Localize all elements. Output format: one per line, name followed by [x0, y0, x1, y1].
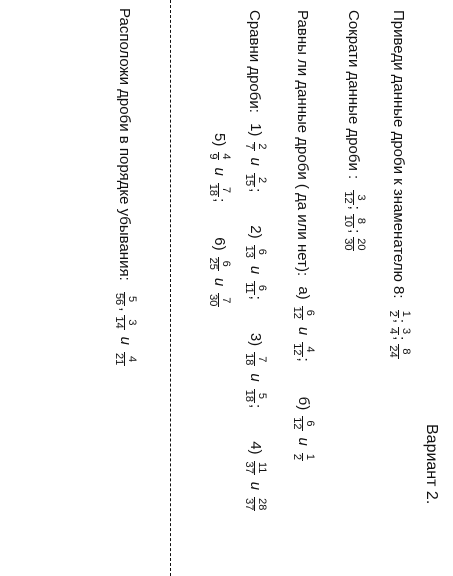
separator: ;	[246, 188, 264, 193]
task-5-fractions	[113, 285, 137, 367]
fraction	[243, 389, 267, 403]
denominator: 13	[243, 245, 256, 258]
task-2-text: Сократи данные дроби :	[345, 10, 363, 180]
item-label: 2)	[246, 225, 264, 239]
fraction	[342, 214, 366, 228]
comparison-item	[207, 237, 231, 308]
denominator: 12	[291, 343, 304, 356]
conjunction: и	[246, 157, 264, 166]
comparison-item	[291, 286, 315, 364]
numerator: 4	[304, 346, 316, 353]
fraction	[387, 310, 411, 318]
item-label: 4)	[246, 441, 264, 455]
numerator: 28	[256, 498, 268, 511]
numerator: 6	[304, 420, 316, 427]
denominator: 56	[113, 292, 126, 306]
task-5	[113, 8, 137, 367]
denominator: 30	[342, 238, 355, 251]
item-label: б)	[294, 396, 312, 411]
numerator: 6	[256, 248, 268, 255]
numerator: 7	[220, 297, 232, 304]
fraction	[291, 306, 315, 320]
numerator: 4	[126, 356, 138, 363]
numerator: 1	[400, 310, 412, 317]
task-1-fractions	[387, 303, 411, 360]
conjunction: и	[210, 167, 228, 176]
numerator: 5	[126, 296, 138, 303]
numerator: 5	[256, 392, 268, 399]
conjunction: и	[246, 481, 264, 491]
numerator: 3	[126, 319, 138, 326]
fraction	[243, 173, 267, 187]
task-4-text: Сравни дроби:	[246, 10, 264, 113]
numerator: 2	[256, 143, 268, 150]
task-4-row-2	[207, 133, 231, 308]
separator: ;	[246, 295, 264, 300]
separator: ;	[390, 318, 408, 324]
numerator: 7	[220, 186, 232, 193]
numerator: 3	[400, 328, 412, 335]
numerator: 8	[400, 348, 412, 355]
denominator: 12	[291, 417, 304, 430]
task-2	[342, 10, 366, 252]
denominator: 15	[243, 173, 256, 187]
denominator: 37	[243, 498, 256, 511]
numerator: 6	[256, 284, 268, 291]
variant-title: Вариант 2.	[423, 424, 440, 505]
fraction	[243, 497, 267, 511]
conjunction: и	[116, 336, 134, 345]
fraction	[291, 342, 315, 356]
numerator: 2	[256, 176, 268, 184]
task-2-fractions	[342, 183, 366, 252]
numerator: 4	[220, 153, 232, 160]
fraction	[387, 327, 411, 335]
fraction	[291, 416, 315, 430]
comparison-item	[207, 133, 231, 205]
fraction	[207, 257, 231, 271]
fraction	[243, 461, 267, 475]
task-3-text: Равны ли данные дроби ( да или нет):	[294, 10, 312, 277]
fraction	[113, 352, 137, 366]
comparison-item	[291, 397, 315, 462]
denominator: 11	[243, 282, 256, 294]
separator: ;	[390, 336, 408, 341]
conjunction: и	[210, 277, 228, 287]
denominator: 18	[243, 353, 256, 366]
comparison-item	[243, 123, 267, 195]
fraction	[207, 293, 231, 307]
numerator: 6	[304, 309, 316, 316]
separator: ;	[345, 229, 363, 234]
denominator: 37	[243, 461, 256, 474]
item-label: 1)	[246, 123, 264, 137]
conjunction: и	[246, 373, 264, 382]
fraction	[113, 292, 137, 306]
item-label: 3)	[246, 332, 264, 347]
item-label: 6)	[210, 237, 228, 251]
conjunction: и	[246, 265, 264, 275]
denominator: 4	[387, 328, 400, 335]
denominator: 12	[291, 306, 304, 319]
comparison-item	[243, 333, 267, 411]
fraction	[113, 315, 137, 329]
comparison-item	[243, 441, 267, 512]
task-1-text: Приведи данные дроби к знаменателю 8:	[390, 10, 408, 299]
separator: ,	[116, 307, 134, 312]
task-1	[387, 10, 411, 360]
task-4-items-row-1	[243, 117, 267, 512]
denominator: 24	[387, 345, 400, 358]
denominator: 25	[207, 257, 220, 270]
denominator: 30	[207, 294, 220, 307]
task-3-items	[291, 280, 315, 462]
fraction	[243, 281, 267, 294]
fraction	[243, 142, 267, 150]
fraction	[291, 453, 315, 461]
denominator: 7	[243, 143, 256, 150]
denominator: 2	[291, 453, 304, 460]
numerator: 11	[256, 461, 268, 474]
denominator: 9	[207, 153, 220, 160]
fraction	[207, 152, 231, 160]
numerator: 1	[304, 453, 316, 460]
denominator: 12	[342, 191, 355, 204]
numerator: 8	[355, 217, 367, 224]
denominator: 18	[243, 389, 256, 403]
dashed-divider	[170, 0, 171, 576]
denominator: 18	[207, 183, 220, 197]
numerator: 7	[256, 356, 268, 363]
fraction	[342, 237, 366, 251]
item-label: а)	[294, 286, 312, 300]
fraction	[387, 344, 411, 358]
item-label: 5)	[210, 133, 228, 147]
task-5-text: Расположи дроби в порядке убывания:	[116, 8, 134, 281]
conjunction: и	[294, 437, 312, 446]
separator: ;	[246, 404, 264, 409]
task-4	[243, 10, 267, 512]
fraction	[207, 183, 231, 197]
fraction	[243, 245, 267, 259]
task-4-items-row-2	[207, 133, 231, 308]
fraction	[243, 352, 267, 366]
conjunction: и	[294, 326, 312, 336]
denominator: 2	[387, 310, 400, 317]
separator: ;	[345, 205, 363, 210]
comparison-item	[243, 225, 267, 303]
numerator: 6	[220, 260, 232, 267]
task-3	[291, 10, 315, 462]
numerator: 20	[355, 238, 367, 251]
denominator: 10	[342, 214, 355, 228]
fraction	[342, 190, 366, 204]
separator: ;	[294, 357, 312, 362]
denominator: 14	[113, 316, 126, 329]
numerator: 3	[355, 194, 367, 201]
denominator: 21	[113, 352, 126, 366]
separator: ;	[210, 198, 228, 203]
